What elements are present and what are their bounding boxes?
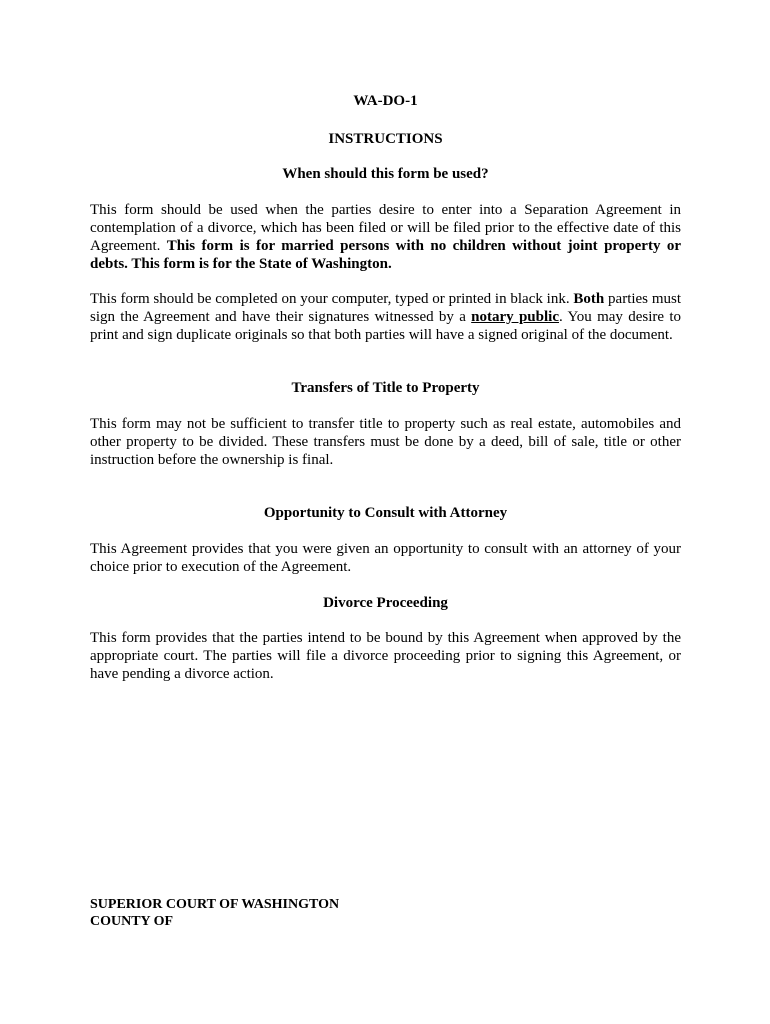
paragraph-bold-text: This form is for married persons with no children without joint property or debts. This form is for the State of Washington.	[90, 238, 681, 272]
paragraph-text: This form should be used when the parties desire to enter into a Separation Agreement in contemplation of a divorce, which has been filed or will be filed prior to the effective date of this Agreement.	[90, 202, 681, 254]
notary-public-emphasis: notary public	[471, 309, 559, 325]
paragraph-bold-text: Both	[573, 291, 605, 307]
page-title: INSTRUCTIONS	[328, 131, 443, 147]
form-id: WA-DO-1	[353, 93, 418, 109]
paragraph-divorce: This form provides that the parties intend to be bound by this Agreement when approved by the appropriate court. The parties will file a divorce proceeding prior to signing this Agreement, or have pending a divorce action.	[90, 630, 681, 682]
section-heading-when-used: When should this form be used?	[282, 166, 489, 182]
section-heading-attorney: Opportunity to Consult with Attorney	[263, 505, 508, 521]
paragraph-transfers: This form may not be sufficient to transfer title to property such as real estate, automobiles and other property to be divided. These transfers must be done by a deed, bill of sale, title or other instruction before the ownership is final.	[90, 416, 681, 468]
section-heading-transfers: Transfers of Title to Property	[291, 380, 480, 396]
paragraph-attorney: This Agreement provides that you were given an opportunity to consult with an attorney of your choice prior to execution of the Agreement.	[90, 541, 681, 575]
section-heading-divorce: Divorce Proceeding	[323, 595, 448, 611]
court-name: SUPERIOR COURT OF WASHINGTON	[90, 897, 340, 912]
paragraph-text: This form should be completed on your computer, typed or printed in black ink.	[90, 291, 574, 307]
paragraph-completion	[90, 290, 681, 344]
paragraph-text: parties must sign the Agreement and have their signatures witnessed by a	[90, 291, 681, 325]
paragraph-text: . You may desire to print and sign duplicate originals so that both parties will have a signed original of the document.	[90, 309, 681, 343]
county-label: COUNTY OF	[90, 914, 174, 929]
paragraph-purpose	[90, 201, 681, 273]
